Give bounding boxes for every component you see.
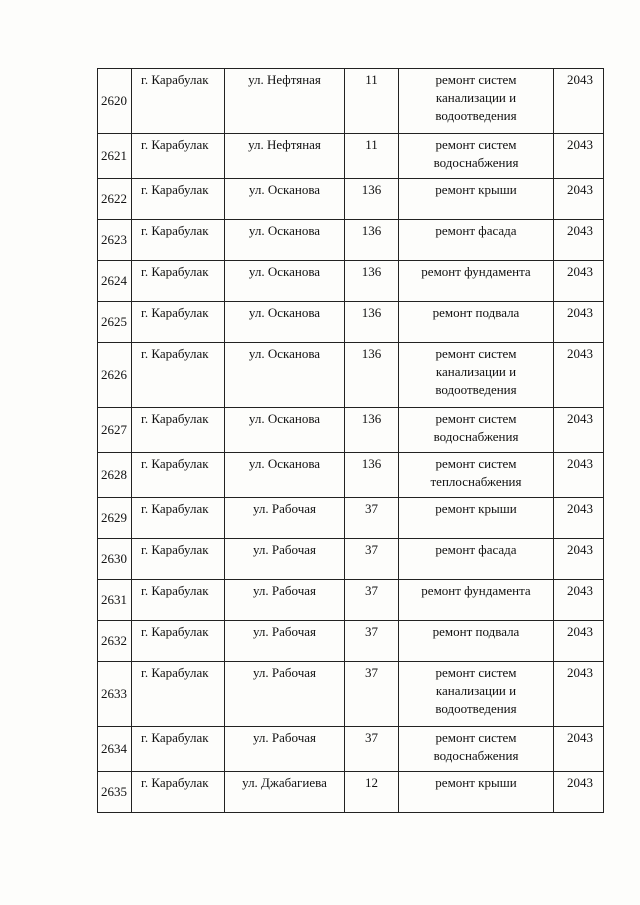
house-cell: 136	[345, 220, 399, 261]
city-cell: г. Карабулак	[132, 727, 225, 772]
city-cell: г. Карабулак	[132, 179, 225, 220]
street-cell: ул. Рабочая	[225, 580, 345, 621]
work-type-cell: ремонт фасада	[399, 539, 554, 580]
year-cell: 2043	[554, 343, 604, 408]
table-row	[98, 727, 604, 772]
house-cell: 12	[345, 772, 399, 813]
street-cell: ул. Рабочая	[225, 498, 345, 539]
year-cell: 2043	[554, 580, 604, 621]
house-cell: 37	[345, 580, 399, 621]
work-type-cell: ремонт систем канализации и водоотведения	[399, 343, 554, 408]
table-row	[98, 498, 604, 539]
row-number: 2622	[98, 179, 132, 220]
city-cell: г. Карабулак	[132, 539, 225, 580]
house-cell: 37	[345, 727, 399, 772]
year-cell: 2043	[554, 453, 604, 498]
city-cell: г. Карабулак	[132, 220, 225, 261]
row-number: 2628	[98, 453, 132, 498]
street-cell: ул. Джабагиева	[225, 772, 345, 813]
street-cell: ул. Нефтяная	[225, 134, 345, 179]
work-type-cell: ремонт фасада	[399, 220, 554, 261]
row-number: 2630	[98, 539, 132, 580]
row-number: 2633	[98, 662, 132, 727]
work-type-cell: ремонт систем водоснабжения	[399, 134, 554, 179]
house-cell: 37	[345, 539, 399, 580]
street-cell: ул. Осканова	[225, 261, 345, 302]
street-cell: ул. Осканова	[225, 453, 345, 498]
street-cell: ул. Осканова	[225, 408, 345, 453]
work-type-cell: ремонт подвала	[399, 302, 554, 343]
work-type-cell: ремонт подвала	[399, 621, 554, 662]
work-type-cell: ремонт систем канализации и водоотведения	[399, 69, 554, 134]
work-type-cell: ремонт крыши	[399, 179, 554, 220]
house-cell: 37	[345, 662, 399, 727]
row-number: 2634	[98, 727, 132, 772]
year-cell: 2043	[554, 621, 604, 662]
city-cell: г. Карабулак	[132, 408, 225, 453]
house-cell: 136	[345, 261, 399, 302]
city-cell: г. Карабулак	[132, 580, 225, 621]
house-cell: 11	[345, 134, 399, 179]
table-row	[98, 408, 604, 453]
row-number: 2629	[98, 498, 132, 539]
work-type-cell: ремонт систем водоснабжения	[399, 727, 554, 772]
house-cell: 136	[345, 408, 399, 453]
work-type-cell: ремонт фундамента	[399, 261, 554, 302]
table-row	[98, 453, 604, 498]
city-cell: г. Карабулак	[132, 498, 225, 539]
document-page	[97, 68, 603, 813]
year-cell: 2043	[554, 302, 604, 343]
row-number: 2621	[98, 134, 132, 179]
work-type-cell: ремонт фундамента	[399, 580, 554, 621]
row-number: 2624	[98, 261, 132, 302]
year-cell: 2043	[554, 179, 604, 220]
street-cell: ул. Рабочая	[225, 539, 345, 580]
house-cell: 11	[345, 69, 399, 134]
city-cell: г. Карабулак	[132, 261, 225, 302]
row-number: 2631	[98, 580, 132, 621]
street-cell: ул. Нефтяная	[225, 69, 345, 134]
street-cell: ул. Рабочая	[225, 621, 345, 662]
city-cell: г. Карабулак	[132, 134, 225, 179]
house-cell: 136	[345, 179, 399, 220]
year-cell: 2043	[554, 662, 604, 727]
table-row	[98, 662, 604, 727]
year-cell: 2043	[554, 408, 604, 453]
row-number: 2626	[98, 343, 132, 408]
table-row	[98, 134, 604, 179]
city-cell: г. Карабулак	[132, 621, 225, 662]
street-cell: ул. Рабочая	[225, 662, 345, 727]
year-cell: 2043	[554, 134, 604, 179]
year-cell: 2043	[554, 727, 604, 772]
work-type-cell: ремонт систем теплоснабжения	[399, 453, 554, 498]
row-number: 2620	[98, 69, 132, 134]
street-cell: ул. Рабочая	[225, 727, 345, 772]
year-cell: 2043	[554, 539, 604, 580]
table-row	[98, 343, 604, 408]
year-cell: 2043	[554, 261, 604, 302]
city-cell: г. Карабулак	[132, 662, 225, 727]
year-cell: 2043	[554, 772, 604, 813]
work-type-cell: ремонт систем канализации и водоотведения	[399, 662, 554, 727]
row-number: 2627	[98, 408, 132, 453]
street-cell: ул. Осканова	[225, 179, 345, 220]
row-number: 2623	[98, 220, 132, 261]
street-cell: ул. Осканова	[225, 302, 345, 343]
house-cell: 136	[345, 302, 399, 343]
street-cell: ул. Осканова	[225, 343, 345, 408]
table-row	[98, 772, 604, 813]
city-cell: г. Карабулак	[132, 69, 225, 134]
house-cell: 136	[345, 453, 399, 498]
table-row	[98, 179, 604, 220]
table-row	[98, 580, 604, 621]
table-row	[98, 621, 604, 662]
year-cell: 2043	[554, 69, 604, 134]
row-number: 2632	[98, 621, 132, 662]
table-row	[98, 539, 604, 580]
city-cell: г. Карабулак	[132, 302, 225, 343]
table-row	[98, 302, 604, 343]
table-row	[98, 69, 604, 134]
table-row	[98, 220, 604, 261]
row-number: 2635	[98, 772, 132, 813]
year-cell: 2043	[554, 220, 604, 261]
house-cell: 37	[345, 498, 399, 539]
work-type-cell: ремонт систем водоснабжения	[399, 408, 554, 453]
house-cell: 37	[345, 621, 399, 662]
repair-schedule-table	[97, 68, 604, 813]
city-cell: г. Карабулак	[132, 343, 225, 408]
street-cell: ул. Осканова	[225, 220, 345, 261]
work-type-cell: ремонт крыши	[399, 498, 554, 539]
house-cell: 136	[345, 343, 399, 408]
city-cell: г. Карабулак	[132, 772, 225, 813]
work-type-cell: ремонт крыши	[399, 772, 554, 813]
row-number: 2625	[98, 302, 132, 343]
year-cell: 2043	[554, 498, 604, 539]
city-cell: г. Карабулак	[132, 453, 225, 498]
table-row	[98, 261, 604, 302]
